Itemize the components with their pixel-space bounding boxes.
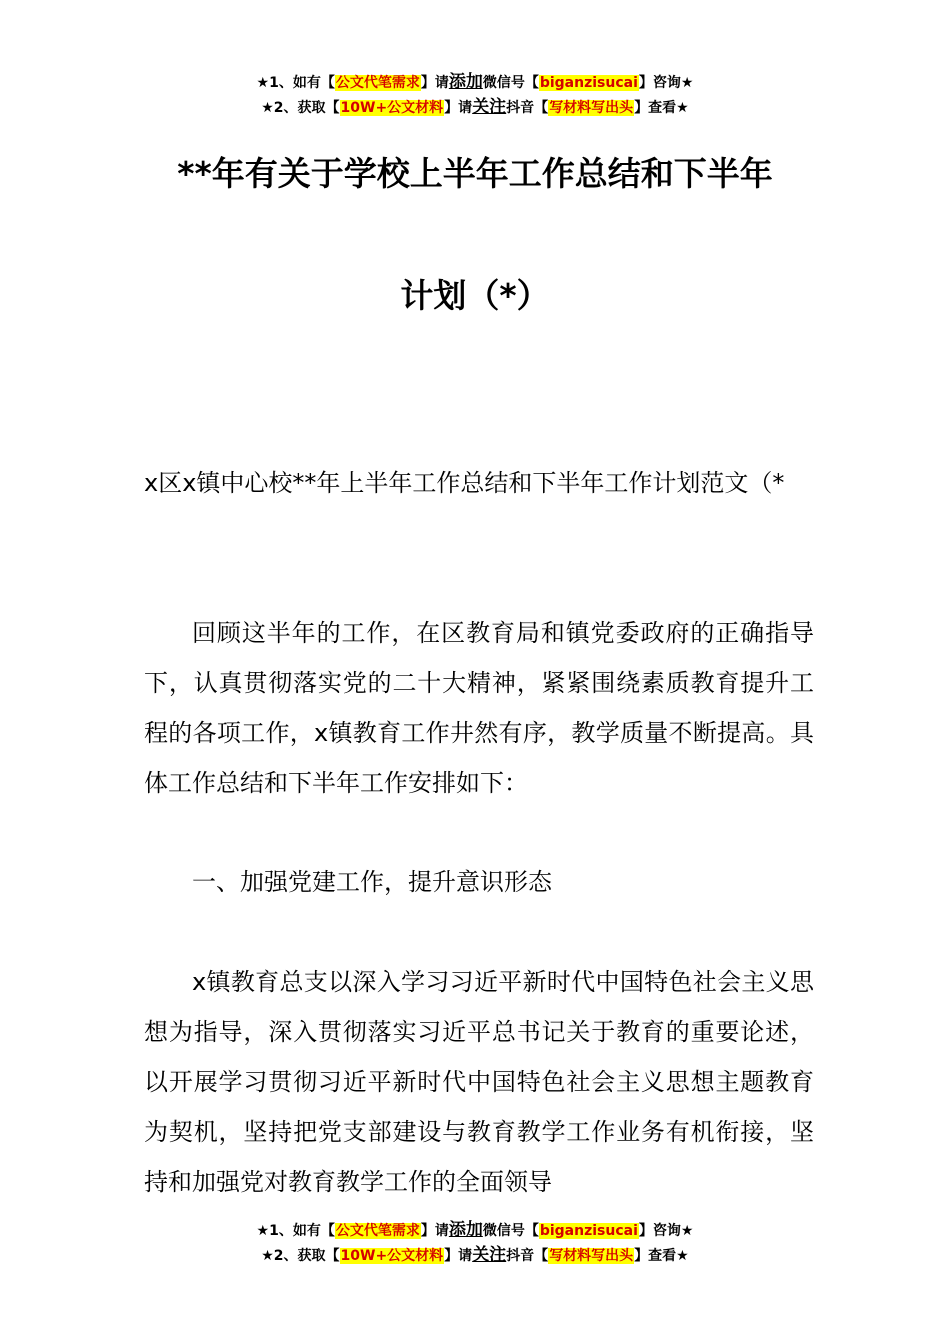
document-subtitle: x区x镇中心校**年上半年工作总结和下半年工作计划范文（* [144, 469, 785, 497]
banner-text: 抖音【 [506, 100, 549, 116]
banner-highlight: 10W+公文材料 [340, 100, 444, 116]
banner-highlight: 写材料写出头 [549, 1248, 634, 1264]
banner-text: 】请 [420, 75, 449, 91]
banner-text: 】咨询★ [638, 1223, 694, 1239]
banner-text: ★2、获取【 [261, 100, 340, 116]
banner-highlight: biganzisucai [539, 75, 638, 91]
bottom-banner [0, 1218, 950, 1268]
banner-line-2 [0, 1243, 950, 1268]
banner-text: ★1、如有【 [256, 75, 335, 91]
banner-text: 】查看★ [634, 1248, 689, 1264]
banner-underline: 关注 [472, 1245, 507, 1265]
banner-underline: 关注 [472, 97, 507, 117]
banner-highlight: biganzisucai [539, 1223, 638, 1239]
banner-underline: 添加 [448, 1220, 483, 1240]
banner-text: 】查看★ [634, 100, 689, 116]
banner-text: 微信号【 [482, 1223, 539, 1239]
paragraph-intro: 回顾这半年的工作，在区教育局和镇党委政府的正确指导下，认真贯彻落实党的二十大精神，紧紧围绕素质教育提升工程的各项工作，x镇教育工作井然有序，教学质量不断提高。具体工作总结和下半年工作安排如下： [144, 619, 814, 797]
paragraph-body: x镇教育总支以深入学习习近平新时代中国特色社会主义思想为指导，深入贯彻落实习近平总书记关于教育的重要论述，以开展学习贯彻习近平新时代中国特色社会主义思想主题教育为契机，坚持把党支部建设与教育教学工作业务有机衔接，坚持和加强党对教育教学工作的全面领导 [144, 968, 814, 1196]
banner-text: 】请 [420, 1223, 449, 1239]
section-heading: 一、加强党建工作，提升意识形态 [192, 868, 552, 896]
banner-text: ★1、如有【 [256, 1223, 335, 1239]
banner-text: 】请 [444, 1248, 473, 1264]
banner-text: 】咨询★ [638, 75, 694, 91]
banner-text: 抖音【 [506, 1248, 549, 1264]
top-banner [0, 70, 950, 120]
banner-text: 微信号【 [482, 75, 539, 91]
banner-highlight: 10W+公文材料 [340, 1248, 444, 1264]
banner-line-1 [0, 70, 950, 95]
banner-highlight: 写材料写出头 [549, 100, 634, 116]
banner-text: 】请 [444, 100, 473, 116]
document-title-line-1: **年有关于学校上半年工作总结和下半年 [177, 154, 773, 193]
banner-line-2 [0, 95, 950, 120]
banner-text: ★2、获取【 [261, 1248, 340, 1264]
document-title-line-2: 计划（*） [400, 276, 550, 315]
banner-highlight: 公文代笔需求 [335, 1223, 420, 1239]
banner-highlight: 公文代笔需求 [335, 75, 420, 91]
banner-line-1 [0, 1218, 950, 1243]
banner-underline: 添加 [448, 72, 483, 92]
